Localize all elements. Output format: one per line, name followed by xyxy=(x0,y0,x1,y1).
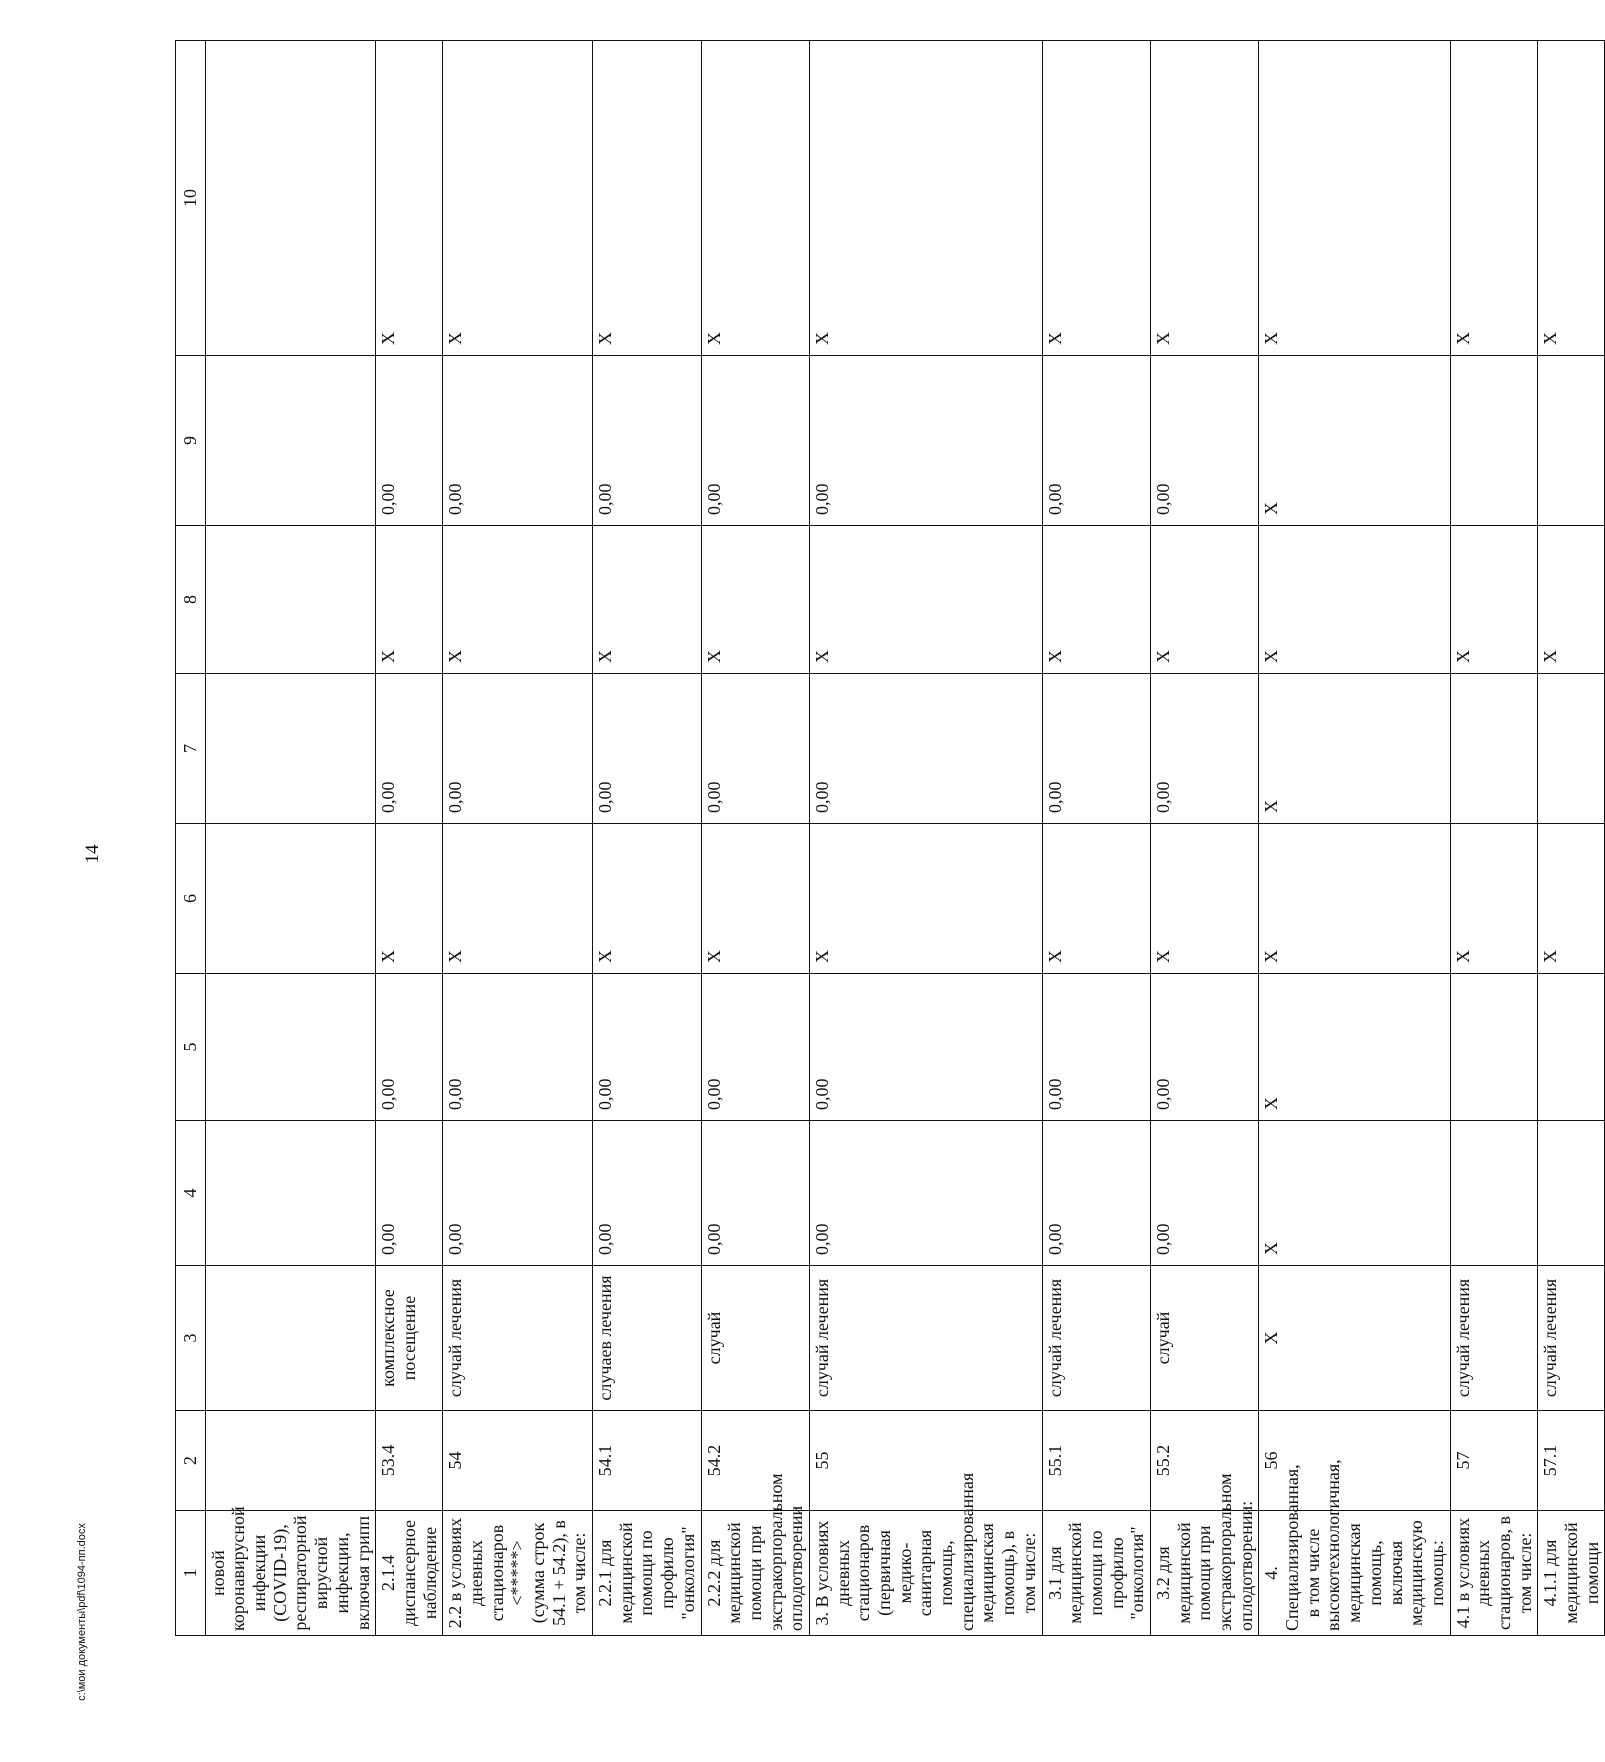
cell-col-10 xyxy=(205,41,376,356)
cell-col-5 xyxy=(205,974,376,1121)
cell-col-8: Х xyxy=(1538,526,1605,674)
cell-col-2: 56 xyxy=(1259,1411,1450,1511)
header-cell: 3 xyxy=(176,1266,206,1411)
table-row xyxy=(443,41,593,1636)
cell-col-4: 0,00 xyxy=(1150,1121,1258,1266)
header-cell: 10 xyxy=(176,41,206,356)
cell-col-7: 0,00 xyxy=(701,674,809,824)
cell-col-3: случай xyxy=(1150,1266,1258,1411)
header-cell: 7 xyxy=(176,674,206,824)
cell-col-9 xyxy=(205,356,376,526)
cell-col-1: 2.2 в условиях дневных стационаров <*****> (сумма строк 54.1 + 54.2), в том числе: xyxy=(443,1511,593,1636)
cell-col-1: 2.1.4 диспансерное наблюдение xyxy=(376,1511,443,1636)
cell-col-9: 0,00 xyxy=(1150,356,1258,526)
cell-col-3: Х xyxy=(1259,1266,1450,1411)
cell-col-4: 0,00 xyxy=(593,1121,701,1266)
page-number: 14 xyxy=(82,844,103,864)
table-row xyxy=(701,41,809,1636)
cell-col-7: 0,00 xyxy=(809,674,1042,824)
cell-col-2 xyxy=(205,1411,376,1511)
cell-col-5 xyxy=(1538,974,1605,1121)
cell-col-6: Х xyxy=(1150,824,1258,974)
cell-col-3: случаев лечения xyxy=(593,1266,701,1411)
cell-col-4: Х xyxy=(1259,1121,1450,1266)
cell-col-6: Х xyxy=(1450,824,1538,974)
cell-col-5: Х xyxy=(1259,974,1450,1121)
table-row xyxy=(376,41,443,1636)
cell-col-10: Х xyxy=(593,41,701,356)
header-cell: 9 xyxy=(176,356,206,526)
table-row xyxy=(809,41,1042,1636)
cell-col-4: 0,00 xyxy=(809,1121,1042,1266)
cell-col-2: 55.1 xyxy=(1042,1411,1150,1511)
table-row xyxy=(1150,41,1258,1636)
cell-col-3: случай лечения xyxy=(809,1266,1042,1411)
cell-col-1: новой коронавирусной инфекции (COVID-19), респираторной вирусной инфекции, включая грипп xyxy=(205,1511,376,1636)
cell-col-2: 54 xyxy=(443,1411,593,1511)
cell-col-8: Х xyxy=(809,526,1042,674)
cell-col-3: комплексное посещение xyxy=(376,1266,443,1411)
data-table xyxy=(175,40,1605,1636)
cell-col-2: 54.1 xyxy=(593,1411,701,1511)
cell-col-4: 0,00 xyxy=(1042,1121,1150,1266)
cell-col-7: Х xyxy=(1259,674,1450,824)
cell-col-6: Х xyxy=(1042,824,1150,974)
cell-col-7: 0,00 xyxy=(593,674,701,824)
cell-col-10: Х xyxy=(809,41,1042,356)
cell-col-10: Х xyxy=(376,41,443,356)
table-row xyxy=(593,41,701,1636)
cell-col-4: 0,00 xyxy=(443,1121,593,1266)
cell-col-8: Х xyxy=(443,526,593,674)
cell-col-6: Х xyxy=(1538,824,1605,974)
cell-col-6: Х xyxy=(809,824,1042,974)
header-cell: 5 xyxy=(176,974,206,1121)
cell-col-10: Х xyxy=(1538,41,1605,356)
cell-col-6: Х xyxy=(593,824,701,974)
table-row xyxy=(205,41,376,1636)
cell-col-6: Х xyxy=(443,824,593,974)
cell-col-1: 3. В условиях дневных стационаров (первичная медико-санитарная помощь, специализированная медицинская помощь), в том числе: xyxy=(809,1511,1042,1636)
footer-file-path: c:\мои документы\pdf\1094-пп.docx xyxy=(76,1523,88,1701)
cell-col-1: 3.2 для медицинской помощи при экстракорпоральном оплодотворении: xyxy=(1150,1511,1258,1636)
cell-col-5: 0,00 xyxy=(1150,974,1258,1121)
cell-col-7 xyxy=(1450,674,1538,824)
cell-col-2: 57.1 xyxy=(1538,1411,1605,1511)
cell-col-8: Х xyxy=(1450,526,1538,674)
cell-col-8 xyxy=(205,526,376,674)
cell-col-10: Х xyxy=(1150,41,1258,356)
cell-col-10: Х xyxy=(1042,41,1150,356)
header-row xyxy=(176,41,206,1636)
cell-col-6 xyxy=(205,824,376,974)
cell-col-5: 0,00 xyxy=(809,974,1042,1121)
cell-col-5: 0,00 xyxy=(376,974,443,1121)
cell-col-8: Х xyxy=(593,526,701,674)
cell-col-3 xyxy=(205,1266,376,1411)
header-cell: 6 xyxy=(176,824,206,974)
cell-col-1: 2.2.2 для медицинской помощи при экстракорпоральном оплодотворении xyxy=(701,1511,809,1636)
cell-col-1: 4.1 в условиях дневных стационаров, в том числе: xyxy=(1450,1511,1538,1636)
cell-col-4: 0,00 xyxy=(376,1121,443,1266)
cell-col-2: 54.2 xyxy=(701,1411,809,1511)
cell-col-6: Х xyxy=(1259,824,1450,974)
table-row xyxy=(1259,41,1450,1636)
cell-col-5: 0,00 xyxy=(443,974,593,1121)
cell-col-10: Х xyxy=(443,41,593,356)
cell-col-1: 4. Специализированная, в том числе высокотехнологичная, медицинская помощь, включая медицинскую помощь: xyxy=(1259,1511,1450,1636)
cell-col-1: 2.2.1 для медицинской помощи по профилю "онкология" xyxy=(593,1511,701,1636)
cell-col-4 xyxy=(1538,1121,1605,1266)
cell-col-8: Х xyxy=(1259,526,1450,674)
cell-col-5: 0,00 xyxy=(701,974,809,1121)
cell-col-8: Х xyxy=(376,526,443,674)
cell-col-8: Х xyxy=(1150,526,1258,674)
cell-col-5: 0,00 xyxy=(1042,974,1150,1121)
cell-col-2: 55.2 xyxy=(1150,1411,1258,1511)
header-cell: 8 xyxy=(176,526,206,674)
cell-col-5: 0,00 xyxy=(593,974,701,1121)
cell-col-5 xyxy=(1450,974,1538,1121)
cell-col-1: 3.1 для медицинской помощи по профилю "онкология" xyxy=(1042,1511,1150,1636)
cell-col-7: 0,00 xyxy=(1042,674,1150,824)
cell-col-10: Х xyxy=(1450,41,1538,356)
cell-col-3: случай лечения xyxy=(1538,1266,1605,1411)
table-row xyxy=(1538,41,1605,1636)
cell-col-8: Х xyxy=(701,526,809,674)
cell-col-9 xyxy=(1538,356,1605,526)
cell-col-9: 0,00 xyxy=(809,356,1042,526)
cell-col-7 xyxy=(1538,674,1605,824)
cell-col-1: 4.1.1 для медицинской помощи xyxy=(1538,1511,1605,1636)
cell-col-8: Х xyxy=(1042,526,1150,674)
cell-col-3: случай лечения xyxy=(1450,1266,1538,1411)
cell-col-4: 0,00 xyxy=(701,1121,809,1266)
cell-col-2: 53.4 xyxy=(376,1411,443,1511)
cell-col-10: Х xyxy=(1259,41,1450,356)
cell-col-9 xyxy=(1450,356,1538,526)
cell-col-9: 0,00 xyxy=(1042,356,1150,526)
cell-col-3: случай лечения xyxy=(443,1266,593,1411)
cell-col-7 xyxy=(205,674,376,824)
cell-col-4 xyxy=(205,1121,376,1266)
cell-col-9: 0,00 xyxy=(443,356,593,526)
cell-col-9: 0,00 xyxy=(376,356,443,526)
cell-col-6: Х xyxy=(701,824,809,974)
header-cell: 2 xyxy=(176,1411,206,1511)
cell-col-7: 0,00 xyxy=(1150,674,1258,824)
cell-col-6: Х xyxy=(376,824,443,974)
cell-col-7: 0,00 xyxy=(443,674,593,824)
table-row xyxy=(1450,41,1538,1636)
header-cell: 4 xyxy=(176,1121,206,1266)
cell-col-10: Х xyxy=(701,41,809,356)
cell-col-3: случай xyxy=(701,1266,809,1411)
cell-col-9: Х xyxy=(1259,356,1450,526)
header-cell: 1 xyxy=(176,1511,206,1636)
cell-col-3: случай лечения xyxy=(1042,1266,1150,1411)
cell-col-2: 57 xyxy=(1450,1411,1538,1511)
table-row xyxy=(1042,41,1150,1636)
cell-col-2: 55 xyxy=(809,1411,1042,1511)
cell-col-7: 0,00 xyxy=(376,674,443,824)
cell-col-9: 0,00 xyxy=(593,356,701,526)
rotated-table-container xyxy=(175,41,1602,1636)
cell-col-4 xyxy=(1450,1121,1538,1266)
cell-col-9: 0,00 xyxy=(701,356,809,526)
